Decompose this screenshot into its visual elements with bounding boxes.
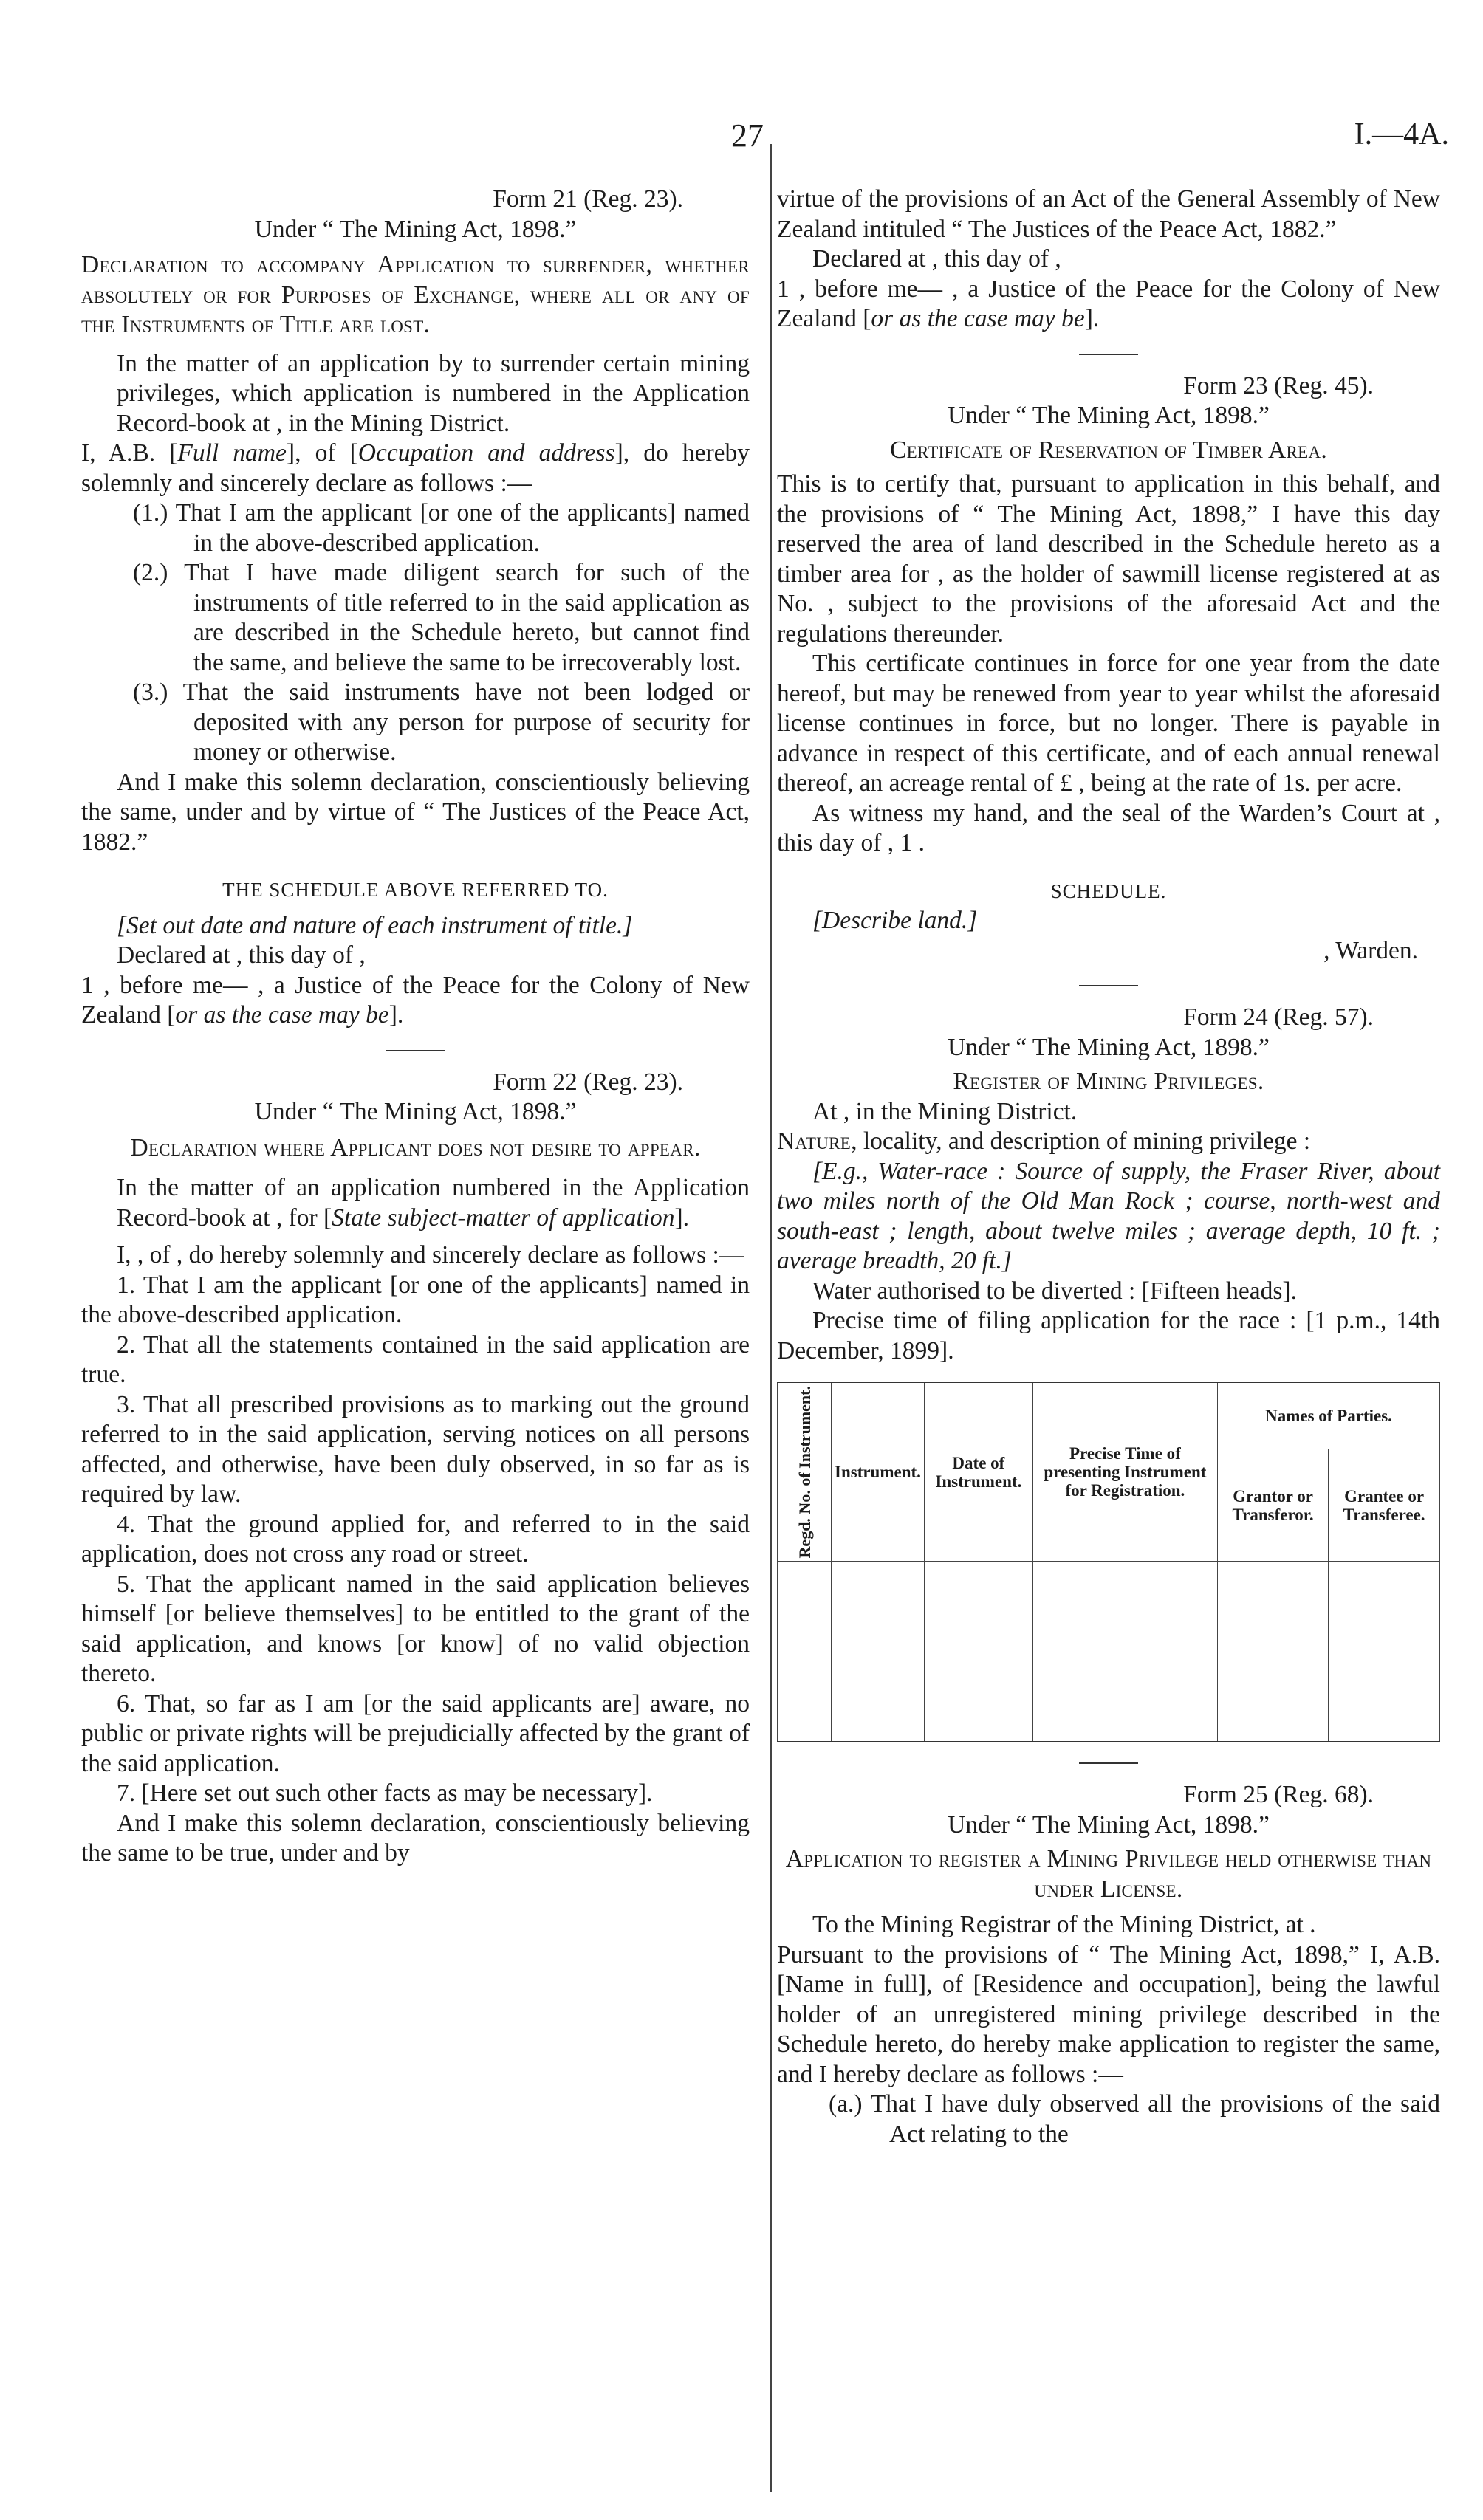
col-instrument: Instrument. [832,1382,925,1562]
form21-intro: I, A.B. [Full name], of [Occupation and address], do hereby solemnly and sincerely declare as follows :— [81,439,750,497]
section-rule [386,1050,445,1051]
form21-under: Under “ The Mining Act, 1898.” [254,215,577,243]
form23-heading: Form 23 (Reg. 45). [1183,371,1374,399]
left-column [81,185,750,1869]
form22-item-1: 1. That I am the applicant [or one of the applicants] named in the above-described application. [81,1271,750,1328]
form21-solemn: And I make this solemn declaration, conscientiously believing the same, under and by virtue of “ The Justices of the Peace Act, 1882.” [81,768,750,856]
right-column [777,185,1440,2149]
col-grantee: Grantee or Transferee. [1329,1449,1440,1562]
section-rule [1079,1762,1138,1764]
form25-item-a: (a.) That I have duly observed all the provisions of the said Act relating to the [829,2090,1440,2148]
col-grantor: Grantor or Transferor. [1218,1449,1329,1562]
form22-item-7: 7. [Here set out such other facts as may be necessary]. [117,1779,653,1807]
form21-matter: In the matter of an application by to surrender certain mining privileges, which application is numbered in the Application Record-book at , in the Mining District. [117,349,750,437]
form23-title: Certificate of Reservation of Timber Area. [889,436,1328,464]
form24-example: [E.g., Water-race : Source of supply, the Fraser River, about two miles north of the Old Man Rock ; course, north-west and south-east ; length, about twelve miles ; average depth, 10 ft. ; average breadth, 20 ft.] [777,1157,1440,1274]
form24-heading: Form 24 (Reg. 57). [1183,1003,1374,1031]
section-rule [1079,985,1138,986]
column-divider [770,144,772,2492]
form23-signature: , Warden. [1323,936,1418,964]
form21-item-2: (2.) That I have made diligent search for such of the instruments of title referred to in the said application as are described in the Schedule hereto, but cannot find the same, and believe the same to be irrecoverably lost. [133,559,750,676]
form24-title: Register of Mining Privileges. [953,1068,1264,1095]
form23-body-1: This is to certify that, pursuant to application in this behalf, and the provisions of “ The Mining Act, 1898,” I have this day reserved the area of land described in the Schedule hereto as a timber area for , as the holder of sawmill license registered at as No. , subject to the provisions of the aforesaid Act and the regulations thereunder. [777,470,1440,648]
form25-to-line: To the Mining Registrar of the Mining District, at . [812,1911,1316,1939]
form24-water: Water authorised to be diverted : [Fifteen heads]. [812,1277,1297,1305]
form24-nature: Nature, locality, and description of mining privilege : [777,1127,1311,1155]
form21-item-1: (1.) That I am the applicant [or one of the applicants] named in the above-described application. [133,499,750,557]
page-number: 27 [731,117,764,154]
form23-body-2: This certificate continues in force for one year from the date hereof, but may be renewed from year to year whilst the aforesaid license continues in force, but no longer. There is payable in advance in respect of this certificate, and of each annual renewal thereof, an acreage rental of £ , being at the rate of 1s. per acre. [777,650,1440,797]
paper-reference: I.—4A. [1354,117,1449,151]
form24-precise: Precise time of filing application for the race : [1 p.m., 14th December, 1899]. [777,1307,1440,1364]
form25-heading: Form 25 (Reg. 68). [1183,1781,1374,1809]
form23-schedule-title: SCHEDULE. [1050,879,1167,902]
form21-declared-line2: 1 , before me— , a Justice of the Peace for the Colony of New Zealand [or as the case may be]. [81,971,750,1029]
form21-schedule-text: [Set out date and nature of each instrument of title.] [117,911,633,939]
section-rule [1079,354,1138,355]
form21-schedule-title: THE SCHEDULE ABOVE REFERRED TO. [222,879,609,901]
form23-schedule-text: [Describe land.] [812,907,978,934]
form22-item-4: 4. That the ground applied for, and referred to in the said application, does not cross any road or street. [81,1510,750,1568]
form24-under: Under “ The Mining Act, 1898.” [948,1033,1270,1061]
form21-declared-line1: Declared at , this day of , [117,941,366,969]
col-names-of-parties: Names of Parties. [1218,1382,1440,1449]
form22-matter: In the matter of an application numbered in the Application Record-book at , for [State subject-matter of application]. [117,1174,750,1232]
form23-body-3: As witness my hand, and the seal of the Warden’s Court at , this day of , 1 . [777,799,1440,856]
form22-declared-line2: 1 , before me— , a Justice of the Peace for the Colony of New Zealand [or as the case may be]. [777,275,1440,332]
form22-intro: I, , of , do hereby solemnly and sincerely declare as follows :— [117,1241,744,1268]
form23-under: Under “ The Mining Act, 1898.” [948,402,1270,429]
form22-title: Declaration where Applicant does not desire to appear. [130,1133,701,1161]
form22-item-3: 3. That all prescribed provisions as to marking out the ground referred to in the said application, serving notices on all persons affected, and otherwise, have been duly observed, in so far as is required by law. [81,1390,750,1508]
form21-item-3: (3.) That the said instruments have not been lodged or deposited with any person for purpose of security for money or otherwise. [133,679,750,766]
form22-declared-line1: Declared at , this day of , [812,245,1061,272]
form22-solemn: And I make this solemn declaration, conscientiously believing the same to be true, under and by [81,1809,750,1867]
form22-continuation: virtue of the provisions of an Act of the General Assembly of New Zealand intituled “ The Justices of the Peace Act, 1882.” [777,185,1440,243]
form25-pursuant: Pursuant to the provisions of “ The Mining Act, 1898,” I, A.B. [Name in full], of [Residence and occupation], being the lawful holder of an unregistered mining privilege described in the Schedule hereto, do hereby make application to register the same, and I hereby declare as follows :— [777,1940,1440,2088]
form22-heading: Form 22 (Reg. 23). [493,1068,683,1096]
form21-title: Declaration to accompany Application to surrender, whether absolutely or for Purposes of Exchange, where all or any of the Instruments of Title are lost. [81,251,750,338]
form25-title: Application to register a Mining Privilege held otherwise than under License. [785,1845,1432,1903]
register-table [777,1381,1440,1743]
form21-heading: Form 21 (Reg. 23). [493,185,683,213]
col-regd-no: Regd. No. of Instrument. [778,1382,832,1562]
form22-item-5: 5. That the applicant named in the said application believes himself [or believe themselves] to be entitled to the grant of the said application, and knows [or know] of no valid objection thereto. [81,1570,750,1687]
form22-item-2: 2. That all the statements contained in the said application are true. [81,1331,750,1388]
form22-under: Under “ The Mining Act, 1898.” [254,1098,577,1125]
table-row [778,1562,1440,1743]
form22-item-6: 6. That, so far as I am [or the said applicants are] aware, no public or private rights will be prejudicially affected by the grant of the said application. [81,1689,750,1777]
form25-under: Under “ The Mining Act, 1898.” [948,1810,1270,1838]
form24-at-line: At , in the Mining District. [812,1097,1078,1125]
col-precise-time: Precise Time of presenting Instrument for Registration. [1032,1382,1217,1562]
col-date: Date of Instrument. [924,1382,1032,1562]
